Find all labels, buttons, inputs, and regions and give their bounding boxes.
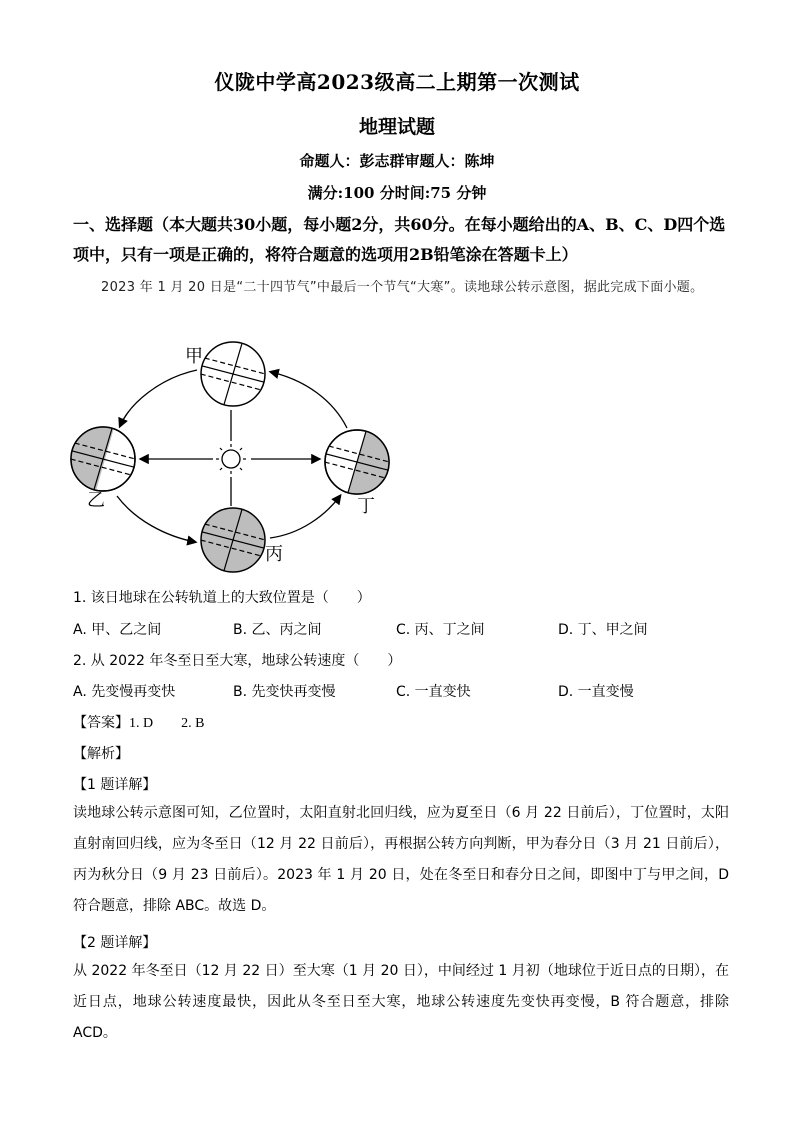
analysis-label: 【解析】 [73, 746, 129, 762]
detail-2-label: 【2 题详解】 [73, 935, 157, 951]
question-2-stem: 2. 从 2022 年冬至日至大寒，地球公转速度（ ） [73, 653, 402, 669]
exam-title: 仪陇中学高2023级高二上期第一次测试 [214, 70, 580, 94]
answer-text: 1. D 2. B [129, 716, 205, 731]
orbit-arc-yi-bing [117, 496, 195, 542]
intro-paragraph: 2023 年 1 月 20 日是“二十四节气”中最后一个节气“大寒”。读地球公转示意图，据此完成下面小题。 [101, 280, 704, 295]
sun-icon [216, 444, 246, 474]
earth-orbit-diagram [65, 338, 405, 578]
q1-option-c: C. 丙、丁之间 [396, 622, 485, 638]
detail-1-label: 【1 题详解】 [73, 777, 157, 793]
q1-option-b: B. 乙、丙之间 [233, 622, 322, 638]
score-time-line: 满分:100 分时间:75 分钟 [307, 184, 487, 202]
section-heading: 一、选择题（本大题共30小题，每小题2分，共60分。在每小题给出的A、B、C、D四个选项中，只有一项是正确的，将符合题意的选项用2B铅笔涂在答题卡上） [73, 215, 726, 264]
q2-option-d: D. 一直变慢 [558, 684, 634, 700]
authors-line: 命题人：彭志群审题人：陈坤 [299, 152, 495, 170]
label-ding: 丁 [357, 496, 375, 517]
orbit-arc-jia-yi [120, 370, 197, 426]
detail-2-text: 从 2022 年冬至日（12 月 22 日）至大寒（1 月 20 日），中间经过 1 月初（地球位于近日点的日期），在近日点，地球公转速度最快，因此从冬至日至大寒，地球公转速度先变快再变慢，B 符合题意，排除 ACD。 [73, 963, 729, 1041]
detail-1-text: 读地球公转示意图可知，乙位置时，太阳直射北回归线，应为夏至日（6 月 22 日前后），丁位置时，太阳直射南回归线，应为冬至日（12 月 22 日前后），再根据公转方向判断，甲为春分日（3 月 21 日前后），丙为秋分日（9 月 23 日前后）。2023 年 1 月 20 日，处在冬至日和春分日之间，即图中丁与甲之间，D 符合题意，排除 ABC。故选 D。 [73, 805, 729, 914]
q2-option-a: A. 先变慢再变快 [73, 684, 176, 700]
answer-line [73, 712, 204, 732]
orbit-arc-bing-ding [270, 496, 340, 538]
label-jia: 甲 [185, 346, 203, 367]
q1-option-d: D. 丁、甲之间 [558, 622, 648, 638]
q1-option-a: A. 甲、乙之间 [73, 622, 162, 638]
question-1-stem: 1. 该日地球在公转轨道上的大致位置是（ ） [73, 590, 371, 606]
earth-bing-icon [193, 506, 273, 574]
q2-option-b: B. 先变快再变慢 [233, 684, 336, 700]
subject-title: 地理试题 [358, 116, 435, 138]
orbit-arc-ding-jia [271, 372, 347, 428]
earth-jia-icon [193, 340, 273, 408]
q2-option-c: C. 一直变快 [396, 684, 471, 700]
label-yi: 乙 [87, 490, 105, 511]
answer-label: 【答案】 [73, 715, 129, 731]
label-bing: 丙 [265, 544, 283, 565]
